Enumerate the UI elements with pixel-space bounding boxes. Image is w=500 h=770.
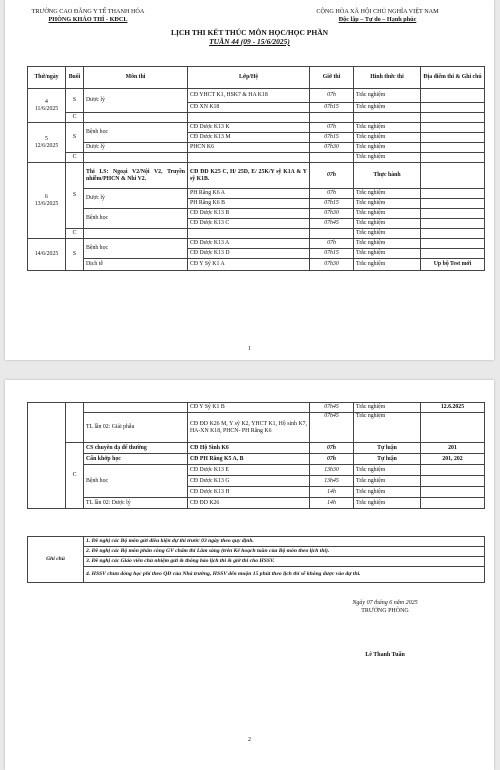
nation-motto: Độc lập – Tự do – Hạnh phúc	[338, 16, 417, 23]
note-item: 2. Đề nghị các Bộ môn phân công GV chấm thi Lâm sàng (trên Kế hoạch tuần của Bộ môn theo lịch thi).	[84, 547, 485, 557]
table-row	[28, 189, 485, 199]
day-cell: 14/6/2025	[28, 239, 66, 271]
time-cell: 07h	[310, 443, 354, 454]
subject-cell: Thi LS: Ngoại V2/Nội V2, Truyền nhiễm/PHCN & Nhi V2.	[84, 163, 188, 189]
class-cell: CĐ ĐD K26	[188, 498, 310, 509]
table-row	[28, 413, 485, 443]
nation-header	[270, 8, 485, 24]
time-cell: 07h30	[310, 143, 354, 153]
table-row	[28, 498, 485, 509]
form-cell: Trắc nghiệm	[354, 465, 421, 476]
time-cell: 07h	[310, 163, 354, 189]
form-cell: Trắc nghiệm	[354, 259, 421, 271]
col-header: Địa điểm thi & Ghi chú	[421, 67, 485, 89]
time-cell: 14h	[310, 498, 354, 509]
col-header: Giờ thi	[310, 67, 354, 89]
time-cell: 07h30	[310, 209, 354, 219]
subject-cell: Bệnh học	[84, 123, 188, 143]
subject-cell: Bệnh học	[84, 239, 188, 259]
form-cell: Trắc nghiệm	[354, 249, 421, 259]
document-page-2	[5, 380, 494, 770]
subject-cell: TL lần 02: Dược lý	[84, 498, 188, 509]
form-cell: Trắc nghiệm	[354, 143, 421, 153]
form-cell: Trắc nghiệm	[354, 153, 421, 163]
page-number: 2	[248, 737, 251, 743]
class-cell: CĐ PH Răng K5 A, B	[188, 454, 310, 465]
time-cell: 14h	[310, 487, 354, 498]
form-cell: Trắc nghiệm	[354, 487, 421, 498]
subject-cell: Cấn khớp học	[84, 454, 188, 465]
class-cell: CĐ Dược K13 M	[188, 133, 310, 143]
time-cell: 13h45	[310, 476, 354, 487]
time-cell: 07h45	[310, 403, 354, 413]
form-cell: Trắc nghiệm	[354, 229, 421, 239]
notes-table	[27, 536, 485, 583]
class-cell: CĐ Y Sỹ K1 A	[188, 259, 310, 271]
session-cell: C	[66, 229, 84, 239]
session-cell: S	[66, 239, 84, 271]
col-header: Thứ/ngày	[28, 67, 66, 89]
form-cell: Thực hành	[354, 163, 421, 189]
table-row	[28, 403, 485, 413]
session-cell: S	[66, 123, 84, 153]
document-page-1	[5, 0, 494, 360]
note-cell	[421, 89, 485, 103]
note-item: 3. Đề nghị các Giáo viên chủ nhiệm gửi & thông báo lịch thi & giờ thi cho HSSV.	[84, 557, 485, 567]
class-cell: CĐ Dược K13 A	[188, 239, 310, 249]
form-cell: Tự luận	[354, 454, 421, 465]
form-cell: Trắc nghiệm	[354, 413, 421, 443]
form-cell: Trắc nghiệm	[354, 403, 421, 413]
time-cell: 07h	[310, 89, 354, 103]
subject-cell: Dược lý	[84, 189, 188, 209]
time-cell: 07h15	[310, 249, 354, 259]
session-cell: S	[66, 89, 84, 113]
col-header: Lớp/Hệ	[188, 67, 310, 89]
class-cell: CĐ ĐD K25 C, H/ 25D, E/ 25K/Y sỹ K1A & Y sỹ K1B.	[188, 163, 310, 189]
class-cell: CĐ Dược K13 H	[188, 487, 310, 498]
day-cell	[28, 403, 66, 509]
note-item: 1. Đề nghị các Bộ môn gửi điều kiện dự thi trước 03 ngày theo quy định.	[84, 537, 485, 547]
time-cell: 07h30	[310, 259, 354, 271]
day-cell: 6 13/6/2025	[28, 163, 66, 239]
time-cell: 07h	[310, 123, 354, 133]
form-cell: Trắc nghiệm	[354, 123, 421, 133]
table-row	[28, 123, 485, 133]
day-cell: 5 12/6/2025	[28, 123, 66, 163]
department-name: PHÒNG KHẢO THÍ - KĐCL	[48, 16, 128, 23]
schedule-title: LỊCH THI KẾT THÚC MÔN HỌC/HỌC PHẦN	[170, 28, 329, 37]
time-cell: 07h15	[310, 103, 354, 113]
form-cell: Trắc nghiệm	[354, 498, 421, 509]
class-cell: CĐ Dược K13 C	[188, 219, 310, 229]
form-cell: Trắc nghiệm	[354, 189, 421, 199]
exam-schedule-table	[27, 66, 485, 271]
session-cell: C	[66, 153, 84, 163]
org-name: TRƯỜNG CAO ĐẲNG Y TẾ THANH HÓA	[31, 8, 145, 15]
class-cell: PH Răng K6 B	[188, 199, 310, 209]
table-row	[28, 454, 485, 465]
class-cell: CĐ ĐD K26 M, Y sỹ K2, YHCT K1, Hộ sinh K7, HA-XN K18, PHCN- PH Răng K6	[188, 413, 310, 443]
table-row	[28, 163, 485, 189]
class-cell: CĐ Y Sỹ K1 B	[188, 403, 310, 413]
table-row	[28, 153, 485, 163]
class-cell: PH Răng K6 A	[188, 189, 310, 199]
form-cell: Trắc nghiệm	[354, 209, 421, 219]
subject-cell: Bệnh học	[84, 209, 188, 229]
table-row	[28, 89, 485, 103]
subject-cell: Dược lý	[84, 89, 188, 113]
time-cell: 07h	[310, 454, 354, 465]
signature-date: Ngày 07 tháng 6 năm 2025	[352, 600, 418, 606]
signature-name: Lê Thanh Tuấn	[365, 652, 405, 658]
time-cell: 07h	[310, 239, 354, 249]
form-cell: Trắc nghiệm	[354, 239, 421, 249]
form-cell: Trắc nghiệm	[354, 219, 421, 229]
col-header: Buổi	[66, 67, 84, 89]
schedule-week: TUẦN 44 (09 - 15/6/2025)	[209, 37, 290, 46]
col-header: Môn thi	[84, 67, 188, 89]
time-cell: 13h30	[310, 465, 354, 476]
class-cell: PHCN K6	[188, 143, 310, 153]
subject-cell: Bệnh học	[84, 465, 188, 498]
notes-label: Ghi chú	[28, 537, 84, 583]
form-cell: Trắc nghiệm	[354, 103, 421, 113]
form-cell: Trắc nghiệm	[354, 133, 421, 143]
form-cell: Trắc nghiệm	[354, 89, 421, 103]
subject-cell: Dược lý	[84, 143, 188, 153]
session-cell	[66, 403, 84, 443]
subject-cell	[84, 403, 188, 413]
class-cell: CĐ Dược K13 E	[188, 465, 310, 476]
class-cell: CĐ Dược K13 K	[188, 123, 310, 133]
note-item: 4. HSSV chưa đóng học phí theo QĐ của Nhà trường, HSSV đến muộn 15 phút theo lịch thi sẽ không được vào dự thi.	[84, 567, 485, 583]
form-cell: Tự luận	[354, 443, 421, 454]
table-row	[28, 259, 485, 271]
note-cell: 201, 202	[421, 454, 485, 465]
time-cell: 07h45	[310, 413, 354, 443]
signature-role: TRƯỞNG PHÒNG	[361, 608, 409, 614]
page-number: 1	[248, 346, 251, 352]
col-header: Hình thức thi	[354, 67, 421, 89]
class-cell: CĐ Dược K13 D	[188, 249, 310, 259]
table-row	[28, 229, 485, 239]
note-cell: 201	[421, 443, 485, 454]
table-row	[28, 209, 485, 219]
session-cell: C	[66, 113, 84, 123]
org-header	[13, 8, 163, 24]
time-cell: 07h45	[310, 219, 354, 229]
time-cell: 07h15	[310, 133, 354, 143]
class-cell: CĐ Hộ Sinh K6	[188, 443, 310, 454]
subject-cell: TL lần 02: Giải phẫu	[84, 413, 188, 443]
table-row	[28, 465, 485, 476]
subject-cell: Dịch tễ	[84, 259, 188, 271]
note-cell: 12.6.2025	[421, 403, 485, 413]
table-row	[28, 239, 485, 249]
day-cell: 4 11/6/2025	[28, 89, 66, 123]
class-cell: CĐ XN K18	[188, 103, 310, 113]
session-cell: S	[66, 163, 84, 229]
subject-cell: CS chuyên đạ để thường	[84, 443, 188, 454]
exam-schedule-table-continued	[27, 402, 485, 509]
table-header-row	[28, 67, 485, 89]
time-cell: 07h15	[310, 199, 354, 209]
note-cell: Up bộ Test mới	[421, 259, 485, 271]
table-row	[28, 113, 485, 123]
class-cell: CĐ YHCT K1, HSK7 & HA K18	[188, 89, 310, 103]
class-cell: CĐ Dược K13 B	[188, 209, 310, 219]
nation-title: CỘNG HÒA XÃ HỘI CHỦ NGHĨA VIỆT NAM	[316, 8, 439, 15]
table-row	[28, 443, 485, 454]
time-cell: 07h	[310, 189, 354, 199]
table-row	[28, 143, 485, 153]
session-cell: C	[66, 443, 84, 509]
form-cell: Trắc nghiệm	[354, 476, 421, 487]
class-cell: CĐ Dược K13 G	[188, 476, 310, 487]
form-cell: Trắc nghiệm	[354, 199, 421, 209]
